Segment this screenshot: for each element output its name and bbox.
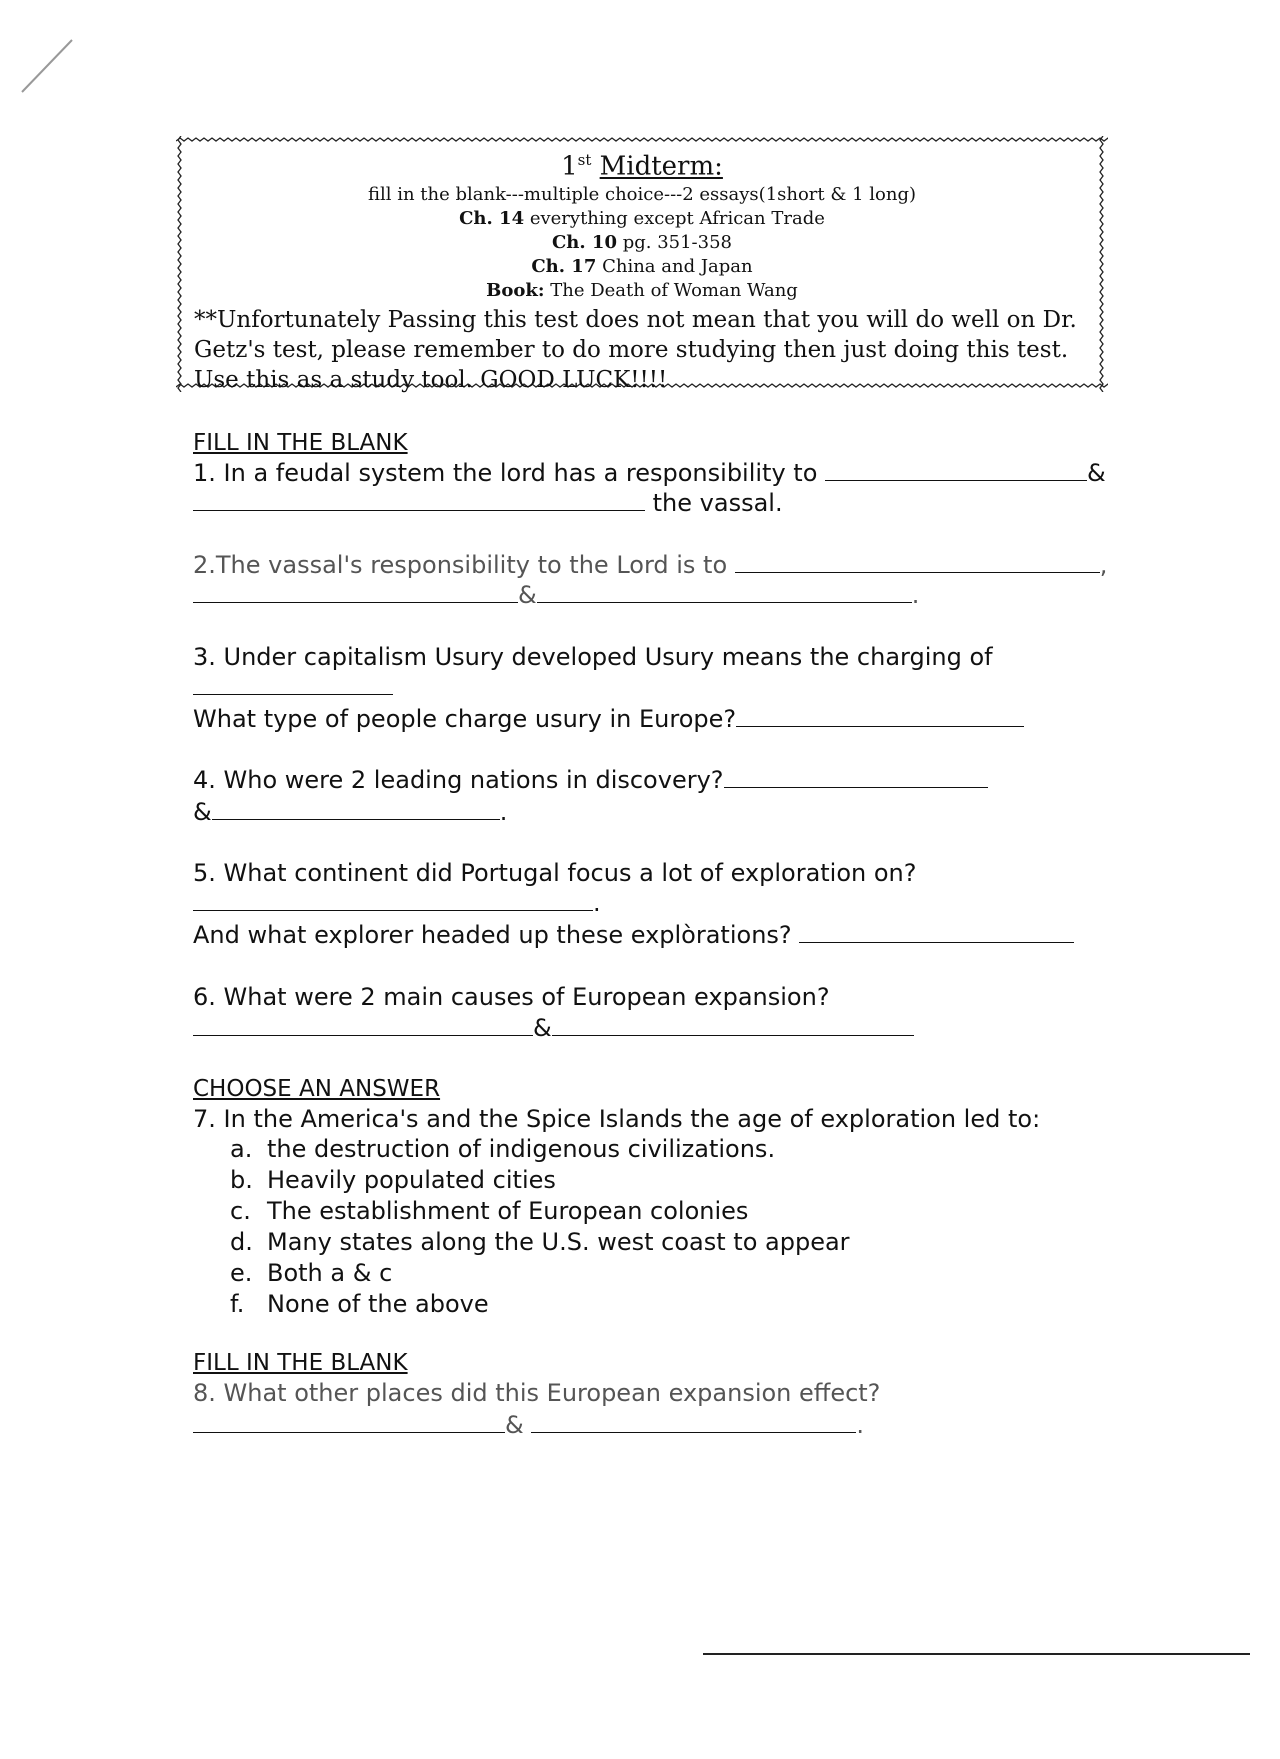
answer-blank[interactable] [735, 552, 1100, 573]
option-a[interactable]: a. the destruction of indigenous civilizations. [230, 1135, 776, 1163]
answer-blank[interactable] [724, 767, 988, 788]
answer-blank[interactable] [212, 799, 500, 820]
chapter-10: Ch. 10 pg. 351-358 [551, 231, 732, 253]
option-d[interactable]: d. Many states along the U.S. west coast to appear [230, 1228, 850, 1256]
chapter-17: Ch. 17 China and Japan [531, 255, 753, 277]
answer-blank[interactable] [193, 674, 393, 695]
option-c[interactable]: c. The establishment of European colonies [230, 1197, 749, 1225]
question-5-line-b: And what explorer headed up these explòrations? [193, 920, 1074, 950]
page-title: 1st Midterm: [561, 151, 723, 182]
section-heading-fill-blank: FILL IN THE BLANK [193, 430, 408, 456]
question-3-blank-row [193, 672, 393, 702]
question-3-line-b: What type of people charge usury in Europe? [193, 704, 1024, 734]
question-7-options [230, 1134, 850, 1320]
book: Book: The Death of Woman Wang [486, 279, 798, 301]
question-5-blank-row: . [193, 888, 601, 918]
exam-format: fill in the blank---multiple choice---2 essays(1short & 1 long) [367, 183, 917, 205]
question-6-line-a: 6. What were 2 main causes of European expansion? [193, 983, 830, 1011]
signature-line [703, 1653, 1250, 1655]
question-4-line-a: 4. Who were 2 leading nations in discovery? [193, 765, 988, 795]
section-heading-fill-blank-2: FILL IN THE BLANK [193, 1350, 408, 1376]
option-e[interactable]: e. Both a & c [230, 1259, 393, 1287]
pen-mark [20, 38, 90, 94]
option-f[interactable]: f. None of the above [230, 1290, 489, 1318]
question-8-blanks: & . [193, 1410, 864, 1440]
answer-blank[interactable] [552, 1015, 914, 1036]
question-3-line-a: 3. Under capitalism Usury developed Usury means the charging of [193, 643, 993, 671]
answer-blank[interactable] [193, 1015, 533, 1036]
question-5-line-a: 5. What continent did Portugal focus a lot of exploration on? [193, 859, 917, 887]
answer-blank[interactable] [531, 1412, 856, 1433]
question-1-line-b: the vassal. [193, 488, 783, 518]
question-2-line-a: 2.The vassal's responsibility to the Lord is to , [193, 551, 1108, 579]
answer-blank[interactable] [193, 490, 645, 511]
answer-blank[interactable] [736, 706, 1024, 727]
midterm-info-box [176, 136, 1108, 392]
question-4-line-b: & . [193, 798, 508, 826]
question-7: 7. In the America's and the Spice Islands the age of exploration led to: [193, 1105, 1041, 1133]
answer-blank[interactable] [193, 582, 518, 603]
answer-blank[interactable] [537, 582, 912, 603]
answer-blank[interactable] [799, 922, 1074, 943]
question-8: 8. What other places did this European expansion effect? [193, 1379, 881, 1407]
chapter-14: Ch. 14 everything except African Trade [459, 207, 825, 229]
question-2-line-b: & . [193, 580, 919, 610]
question-6-line-b: & [193, 1013, 914, 1043]
answer-blank[interactable] [193, 890, 593, 911]
answer-blank[interactable] [193, 1412, 505, 1433]
section-heading-choose-answer: CHOOSE AN ANSWER [193, 1076, 441, 1102]
option-b[interactable]: b. Heavily populated cities [230, 1166, 556, 1194]
question-1-line-a: 1. In a feudal system the lord has a responsibility to & [193, 459, 1106, 487]
answer-blank[interactable] [825, 460, 1087, 481]
warning-note: **Unfortunately Passing this test does not mean that you will do well on Dr. Getz's test, please remember to do more studying then just doing this test. Use this as a study tool. GOOD LUCK!!!! [194, 306, 1077, 393]
